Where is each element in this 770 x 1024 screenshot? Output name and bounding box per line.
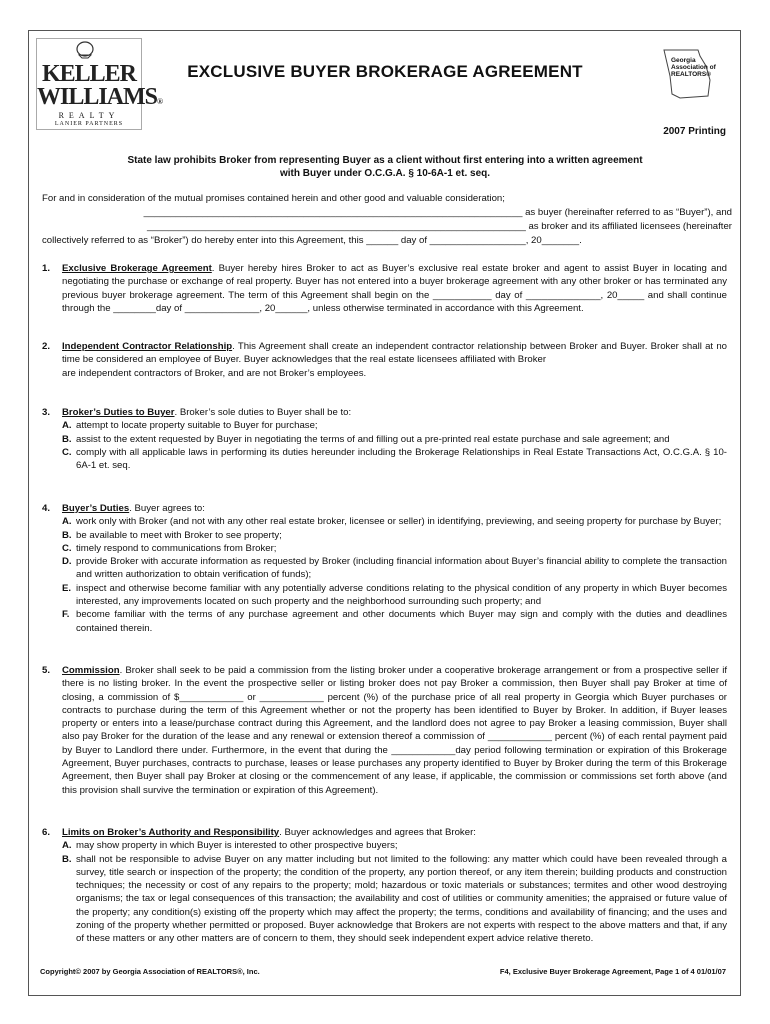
section-3: 3. Broker’s Duties to Buyer. Broker’s sole duties to Buyer shall be to: A. attempt to locate property suitable to Buyer for purchase; B. assist to the extent requested by Buyer in negotiating the terms of and filling out a pre-printed real estate purchase and sale agreement; and C. comply with all applicable laws in performing its duties hereunder including the Brokerage Relationships in Real Estate Transactions Act, O.C.G.A. § 10-6A-1 et. seq. <box>42 407 727 472</box>
section-heading: Commission <box>62 665 120 676</box>
copyright-footer: Copyright© 2007 by Georgia Association of REALTORS®, Inc. <box>40 967 260 976</box>
section-heading: Limits on Broker’s Authority and Responsibility <box>62 827 280 838</box>
list-item: A. may show property in which Buyer is interested to other prospective buyers; <box>62 840 398 852</box>
intro-line-4: collectively referred to as “Broker”) do hereby enter into this Agreement, this ______ day of __________________, 20_______. <box>42 235 582 246</box>
logo-subtitle: LANIER PARTNERS <box>54 121 124 127</box>
section-heading: Buyer’s Duties <box>62 503 130 514</box>
logo-line-williams: WILLIAMS® <box>37 84 163 110</box>
printing-year: 2007 Printing <box>663 126 726 137</box>
section-6: 6. Limits on Broker’s Authority and Responsibility. Buyer acknowledges and agrees that Broker: A. may show property in which Buyer is interested to other prospective buyers; B. shall not be responsible to advise Buyer on any matter including but not limited to the following: any matter which could have been revealed through a survey, title search or inspection of the property; the condition of the property, any portion thereof, or any item therein; building products and construction techniques; the necessity or cost of any repairs to the property; mold; hazardous or toxic materials or substances; termites and other wood destroying organisms; the tax or legal consequences of this transaction; the availability and cost of utilities or community amenities; the appraised or future value of the property; any condition(s) existing off the property which may affect the property; the terms, conditions and availability of financing; and the uses and zoning of the property whether permitted or proposed. Buyer acknowledge that Brokers are not experts with respect to the above matters and that, if any of these matters or any other matters are of concern to them, they should seek independent expert advice relative thereto. <box>42 827 727 945</box>
section-4: 4. Buyer’s Duties. Buyer agrees to: A. work only with Broker (and not with any other real estate broker, licensee or seller) in identifying, previewing, and seeing property for purchase by Buyer; B. be available to meet with Broker to see property; C. timely respond to communications from Broker; D. provide Broker with accurate information as requested by Broker (including financial information about Buyer’s financial ability to complete the transaction and written authorization to obtain verification of funds); E. inspect and otherwise become familiar with any potentially adverse conditions relating to the physical condition of any property in which Buyer becomes interested, any improvements located on such property and the neighborhood surrounding such property; and F. become familiar with the terms of any purchase agreement and other documents which Buyer may sign and comply with the duties and deadlines contained therein. <box>42 503 727 634</box>
list-item: E. inspect and otherwise become familiar with any potentially adverse conditions relating to the physical condition of any property in which Buyer becomes interested, any improvements located on such property and the neighborhood surrounding such property; and <box>62 582 727 608</box>
section-heading: Broker’s Duties to Buyer <box>62 407 175 418</box>
balloon-icon <box>73 41 97 59</box>
list-item: A. work only with Broker (and not with any other real estate broker, licensee or seller) in identifying, previewing, and seeing property for purchase by Buyer; <box>62 516 722 528</box>
section-5: 5. Commission. Broker shall seek to be paid a commission from the listing broker under a cooperative brokerage arrangement or from a prospective seller if there is no listing broker. In the event the prospective seller or listing broker does not pay Broker a commission, then Buyer shall pay Broker at time of closing, a commission of $____________ or ____________ percent (%) of the purchase price of all real property in Georgia which Buyer purchases or contracts to purchase during the term of this Agreement whether or not the property has been identified to Buyer by Broker. In addition, if Buyer leases property or enters into a lease/purchase contract during this Agreement, and the landlord does not agree to pay Broker a leasing commission, Buyer shall also pay Broker for the duration of the lease and any renewal or extension thereof a commission of ____________ percent (%) of each rental payment paid by Buyer to Landlord there under. Furthermore, in the event that during the ____________day period following termination or expiration of this Brokerage Agreement, Buyer purchases, contracts to purchase, leases or lease purchases any property identified to Buyer by Broker during the term of this Brokerage Agreement, then Buyer shall pay Broker at closing or the commencement of any lease, if applicable, the commission or commissions set forth above (and this provision shall survive the termination or expiration of this Agreement). <box>42 665 727 796</box>
section-heading: Exclusive Brokerage Agreement <box>62 263 212 274</box>
keller-williams-logo <box>36 38 163 130</box>
list-item: D. provide Broker with accurate information as requested by Broker (including financial information about Buyer’s financial ability to complete the transaction and written authorization to obtain verification of funds); <box>62 556 727 581</box>
section-heading: Independent Contractor Relationship <box>62 341 233 352</box>
intro-line-3: _______________________________________________________________________ as broker and its affiliated licensees (hereinafter <box>146 221 732 232</box>
georgia-realtors-text: Georgia Association of REALTORS® <box>671 57 716 78</box>
logo-realty: REALTY <box>58 111 120 120</box>
intro-line-2: _______________________________________________________________________ as buyer (hereinafter referred to as “Buyer”), and <box>143 207 732 218</box>
logo-line-keller: KELLER <box>41 61 137 87</box>
list-item: B. shall not be responsible to advise Buyer on any matter including but not limited to the following: any matter which could have been revealed through a survey, title search or inspection of the property; the condition of the property, any portion thereof, or any item therein; building products and construction techniques; the necessity or cost of any repairs to the property; mold; hazardous or toxic materials or substances; termites and other wood destroying organisms; the tax or legal consequences of this transaction; the availability and cost of utilities or community amenities; the appraised or future value of the property; any condition(s) existing off the property which may affect the property; the terms, conditions and availability of financing; and the uses and zoning of the property whether permitted or proposed. Buyer acknowledge that Brokers are not experts with respect to the above matters and that, if any of these matters or any other matters are of concern to them, they should seek independent expert advice relative thereto. <box>62 853 727 945</box>
section-1: 1. Exclusive Brokerage Agreement. Buyer hereby hires Broker to act as Buyer’s exclusive real estate broker and agent to assist Buyer in locating and negotiating the purchase or exchange of real property. Buyer has not entered into a buyer brokerage agreement with any other broker or has terminated any previous buyer brokerage agreement. The term of this Agreement shall begin on the ___________ day of ______________, 20_____ and shall continue through the ________day of ______________, 20______, unless otherwise terminated in accordance with this Agreement. <box>42 263 727 314</box>
list-item: C. comply with all applicable laws in performing its duties hereunder including the Brokerage Relationships in Real Estate Transactions Act, O.C.G.A. § 10-6A-1 et. seq. <box>62 446 727 472</box>
list-item: F. become familiar with the terms of any purchase agreement and other documents which Buyer may sign and comply with the duties and deadlines contained therein. <box>62 609 727 634</box>
state-law-notice: State law prohibits Broker from representing Buyer as a client without first entering into a written agreement with Buyer under O.C.G.A. § 10-6A-1 et. seq. <box>127 155 643 179</box>
intro-line-1: For and in consideration of the mutual promises contained herein and other good and valuable consideration; <box>42 193 505 204</box>
section-2: 2. Independent Contractor Relationship. This Agreement shall create an independent contractor relationship between Broker and Buyer. Broker shall at no time be considered an employee of Buyer. Buyer acknowledges that the real estate licensees affiliated with Broker are independent contractors of Broker, and are not Broker’s employees. <box>42 341 727 379</box>
form-id-footer: F4, Exclusive Buyer Brokerage Agreement, Page 1 of 4 01/01/07 <box>499 967 726 976</box>
list-item: B. assist to the extent requested by Buyer in negotiating the terms of and filling out a pre-printed real estate purchase and sale agreement; and <box>62 433 670 445</box>
list-item: B. be available to meet with Broker to see property; <box>62 529 282 541</box>
list-item: A. attempt to locate property suitable to Buyer for purchase; <box>62 420 318 432</box>
list-item: C. timely respond to communications from Broker; <box>62 542 277 554</box>
document-title: EXCLUSIVE BUYER BROKERAGE AGREEMENT <box>187 62 583 81</box>
